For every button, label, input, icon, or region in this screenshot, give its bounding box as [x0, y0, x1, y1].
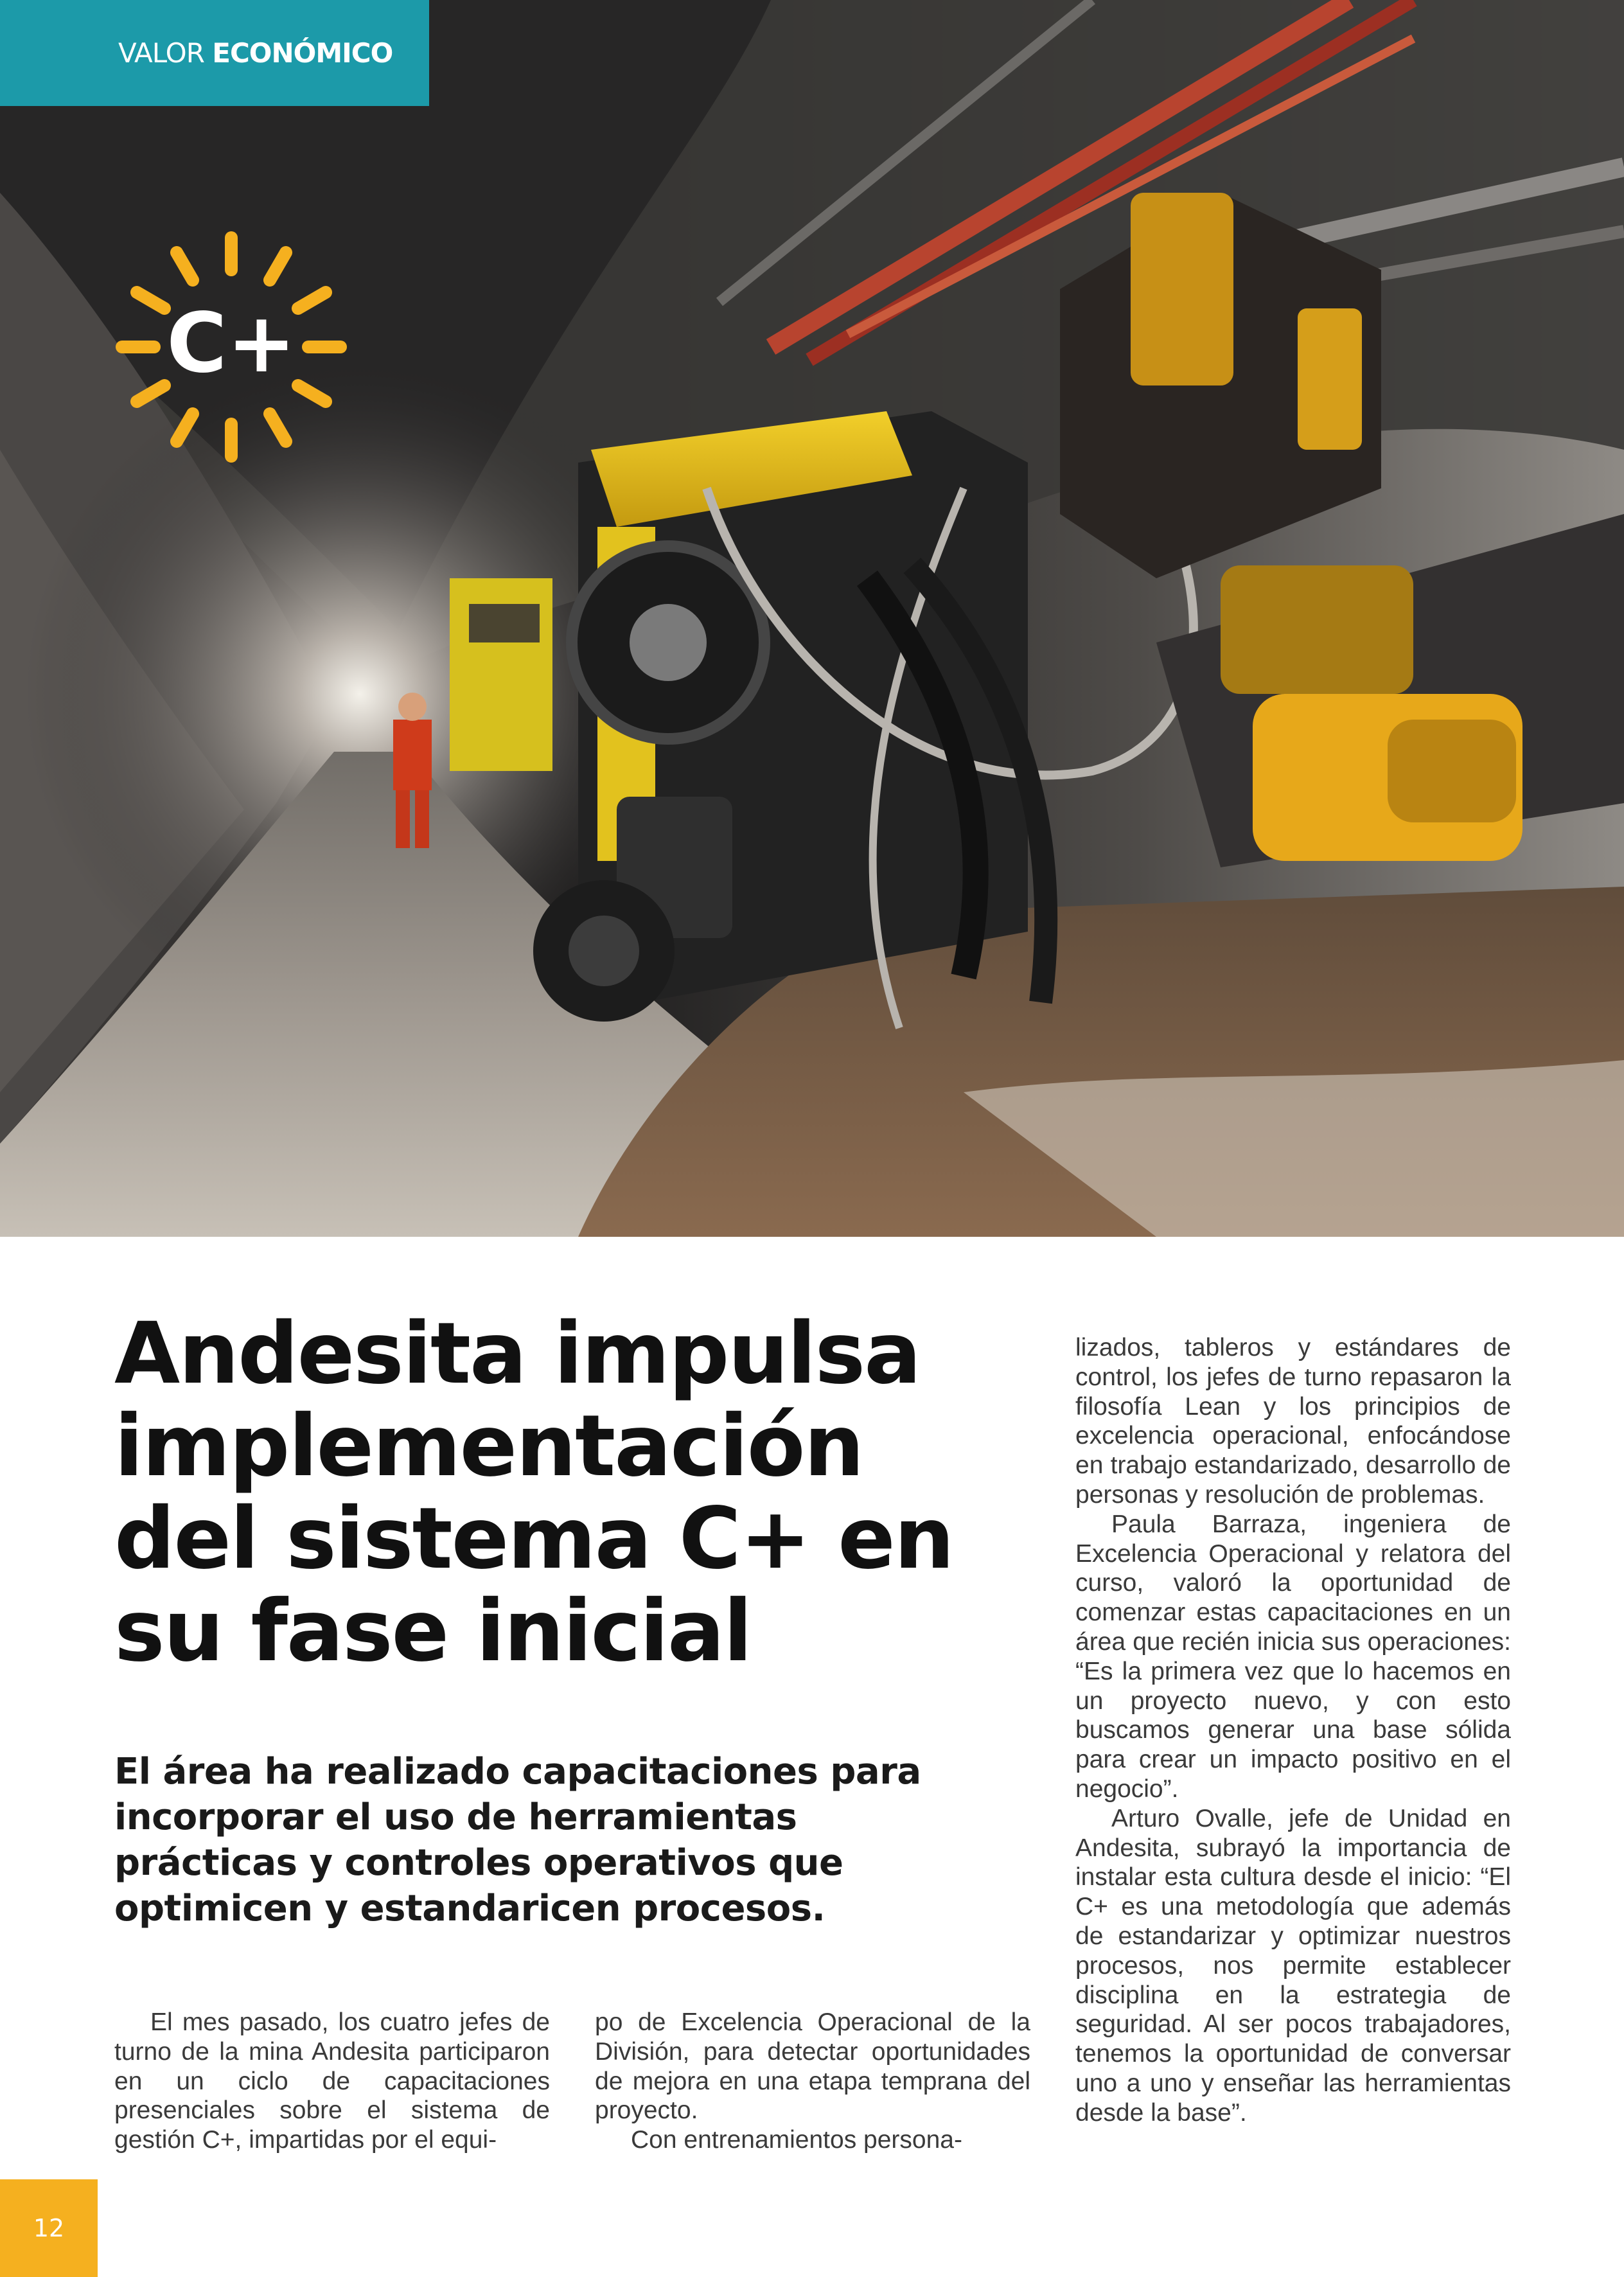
page-number: 12: [33, 2214, 65, 2242]
sun-rays-icon: [109, 225, 353, 469]
cplus-logo: [109, 225, 353, 469]
paragraph: Arturo Ovalle, jefe de Unidad en Andesita, subrayó la importancia de instalar esta cultura desde el inicio: “El C+ es una metodología que además de estandarizar y optimizar nuestros procesos, nos permite establecer disciplina en la estrategia de seguridad. Al ser pocos trabajadores, tenemos la oportunidad de conversar uno a uno y enseñar las herramientas desde la base”.: [1075, 1804, 1511, 2127]
section-tag: [0, 0, 429, 106]
page-number-badge: [0, 2179, 98, 2277]
paragraph: Con entrenamientos persona-: [631, 2126, 962, 2154]
section-tag-bold: ECONÓMICO: [212, 37, 393, 69]
paragraph: El mes pasado, los cuatro jefes de turno de la mina Andesita participaron en un ciclo de capacitaciones presenciales sobre el sistema de gestión C+, impartidas por el equi-: [114, 2008, 550, 2154]
paragraph: lizados, tableros y estándares de control, los jefes de turno repasaron la filosofía Lean y los principios de excelencia operacional, enfocándose en trabajo estandarizado, desarrollo de personas y resolución de problemas.: [1075, 1334, 1511, 1509]
section-tag-light: VALOR: [118, 37, 213, 69]
body-column-2: [595, 2008, 1030, 2155]
paragraph: Paula Barraza, ingeniera de Excelencia Operacional y relatora del curso, valoró la oportunidad de comenzar estas capacitaciones en un área que recién inicia sus operaciones: “Es la primera vez que lo hacemos en un proyecto nuevo, y con esto buscamos generar una base sólida para crear un impacto positivo en el negocio”.: [1075, 1510, 1511, 1803]
article-subtitle: El área ha realizado capacitaciones para incorporar el uso de herramientas prácticas y controles operativos que optimicen y estandaricen procesos.: [114, 1751, 921, 1929]
article-title: Andesita impulsa implementación del sistema C+ en su fase inicial: [114, 1304, 953, 1681]
paragraph: po de Excelencia Operacional de la División, para detectar oportunidades de mejora en una etapa temprana del proyecto.: [595, 2008, 1030, 2125]
logo-text: C+: [166, 296, 296, 391]
body-column-3: [1075, 1333, 1511, 2128]
body-column-1: [114, 2008, 550, 2155]
